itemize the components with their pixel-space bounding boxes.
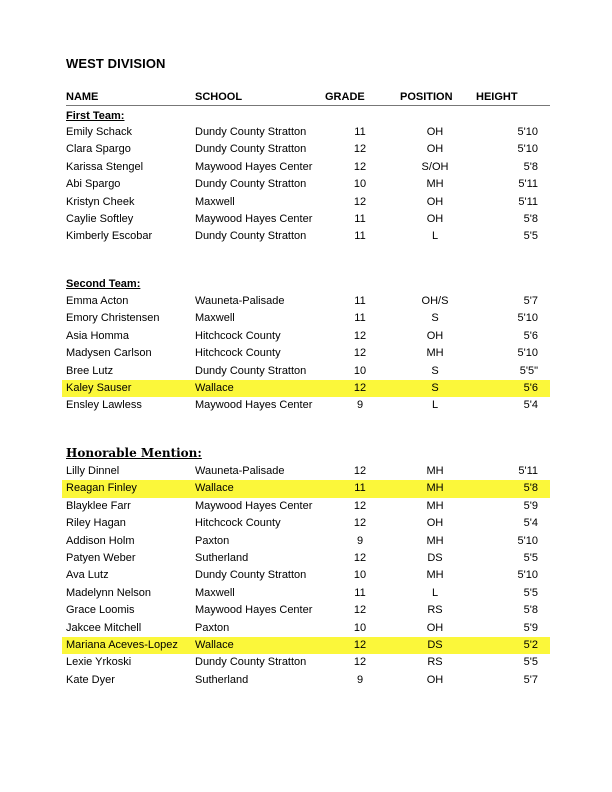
player-height: 5'5 — [523, 586, 538, 599]
player-height: 5'5 — [523, 552, 538, 564]
table-row-highlighted — [62, 480, 550, 497]
player-position: DS — [427, 639, 443, 651]
player-school: Dundy County Stratton — [195, 364, 307, 377]
player-school: Hitchcock County — [195, 517, 281, 530]
player-position: RS — [427, 604, 443, 617]
player-name: Patyen Weber — [66, 552, 136, 564]
player-height: 5'11 — [518, 465, 538, 477]
column-header-position: POSITION — [400, 91, 453, 103]
player-height: 5'10 — [517, 143, 538, 156]
player-name: Mariana Aceves-Lopez — [66, 639, 178, 651]
player-school: Dundy County Stratton — [195, 656, 307, 669]
player-grade: 10 — [353, 364, 367, 377]
player-school: Wallace — [195, 639, 234, 651]
player-grade: 10 — [353, 569, 367, 582]
player-height: 5'8 — [523, 213, 538, 225]
table-row — [62, 515, 550, 532]
player-position: OH — [426, 195, 444, 208]
player-grade: 12 — [353, 499, 367, 512]
player-school: Maywood Hayes Center — [195, 499, 313, 512]
player-position: MH — [426, 534, 444, 547]
table-row — [62, 363, 550, 380]
table-row — [62, 228, 550, 245]
player-school: Maxwell — [195, 195, 235, 208]
player-grade: 11 — [354, 295, 366, 307]
player-position: OH — [426, 621, 444, 634]
player-position: MH — [426, 482, 444, 495]
player-name: Emory Christensen — [66, 312, 160, 325]
player-grade: 12 — [353, 656, 367, 669]
table-row — [62, 620, 550, 637]
player-school: Maywood Hayes Center — [195, 604, 313, 617]
player-height: 5'4 — [523, 517, 538, 530]
player-name: Kimberly Escobar — [66, 230, 153, 243]
table-row — [62, 550, 550, 567]
player-school: Wallace — [195, 482, 234, 495]
player-position: MH — [426, 465, 444, 477]
section-title: First Team: — [66, 110, 125, 122]
player-position: S — [431, 312, 439, 325]
player-position: OH — [426, 673, 444, 686]
player-name: Grace Loomis — [66, 604, 135, 617]
player-school: Dundy County Stratton — [195, 569, 307, 582]
column-header-name: NAME — [66, 91, 99, 103]
table-row — [62, 141, 550, 158]
player-name: Lexie Yrkoski — [66, 656, 132, 669]
player-height: 5'6 — [523, 329, 538, 342]
player-grade: 12 — [353, 604, 367, 617]
player-name: Ava Lutz — [66, 569, 109, 582]
player-name: Lilly Dinnel — [66, 465, 120, 477]
player-grade: 11 — [354, 126, 366, 138]
player-name: Kaley Sauser — [66, 382, 132, 394]
player-school: Maxwell — [195, 312, 235, 325]
table-row — [62, 310, 550, 327]
player-name: Jakcee Mitchell — [66, 621, 142, 634]
table-row — [62, 211, 550, 228]
player-height: 5'4 — [523, 399, 538, 412]
player-height: 5'2 — [523, 639, 538, 651]
table-row — [62, 176, 550, 193]
player-name: Blayklee Farr — [66, 499, 131, 512]
player-school: Hitchcock County — [195, 329, 281, 342]
player-grade: 11 — [354, 230, 366, 243]
table-row — [62, 567, 550, 584]
player-position: MH — [426, 178, 444, 191]
player-position: S/OH — [421, 160, 449, 173]
table-row — [62, 602, 550, 619]
section-title: Honorable Mention: — [66, 446, 202, 460]
player-grade: 12 — [353, 517, 367, 530]
player-grade: 9 — [356, 673, 364, 686]
player-height: 5'8 — [523, 482, 538, 495]
player-height: 5'10 — [517, 312, 538, 325]
player-height: 5'9 — [523, 499, 538, 512]
table-row-highlighted — [62, 637, 550, 654]
player-name: Bree Lutz — [66, 364, 114, 377]
player-position: DS — [427, 552, 443, 564]
player-height: 5'8 — [523, 604, 538, 617]
player-school: Maywood Hayes Center — [195, 213, 313, 225]
player-grade: 10 — [353, 621, 367, 634]
player-name: Madelynn Nelson — [66, 586, 151, 599]
player-grade: 9 — [356, 399, 364, 412]
player-height: 5'7 — [523, 673, 538, 686]
player-position: MH — [426, 569, 444, 582]
player-grade: 12 — [353, 465, 367, 477]
table-row — [62, 533, 550, 550]
player-position: OH — [426, 143, 444, 156]
player-school: Wauneta-Palisade — [195, 465, 285, 477]
player-school: Hitchcock County — [195, 347, 281, 360]
player-grade: 12 — [353, 347, 367, 360]
player-grade: 11 — [354, 312, 366, 325]
player-grade: 11 — [354, 213, 366, 225]
player-position: OH — [426, 329, 444, 342]
player-height: 5'11 — [518, 178, 538, 191]
player-school: Wauneta-Palisade — [195, 295, 285, 307]
table-header — [66, 91, 550, 106]
player-grade: 11 — [354, 482, 366, 495]
player-grade: 12 — [353, 329, 367, 342]
player-position: MH — [426, 499, 444, 512]
player-position: L — [431, 230, 439, 243]
player-position: S — [431, 364, 439, 377]
player-name: Reagan Finley — [66, 482, 137, 495]
player-school: Dundy County Stratton — [195, 178, 307, 191]
player-school: Maywood Hayes Center — [195, 160, 313, 173]
player-grade: 12 — [353, 143, 367, 156]
table-row — [62, 498, 550, 515]
table-row — [62, 397, 550, 414]
table-row — [62, 345, 550, 362]
player-school: Dundy County Stratton — [195, 126, 307, 138]
table-row — [62, 124, 550, 141]
player-school: Wallace — [195, 382, 234, 394]
player-position: L — [431, 586, 439, 599]
player-grade: 10 — [353, 178, 367, 191]
player-height: 5'5 — [523, 230, 538, 243]
player-name: Riley Hagan — [66, 517, 126, 530]
player-school: Sutherland — [195, 552, 249, 564]
player-name: Ensley Lawless — [66, 399, 142, 412]
player-name: Madysen Carlson — [66, 347, 152, 360]
player-name: Clara Spargo — [66, 143, 131, 156]
column-header-grade: GRADE — [325, 91, 365, 103]
player-height: 5'10 — [517, 569, 538, 582]
table-row — [62, 672, 550, 689]
player-school: Dundy County Stratton — [195, 143, 307, 156]
table-row — [62, 585, 550, 602]
player-position: MH — [426, 347, 444, 360]
player-name: Kristyn Cheek — [66, 195, 135, 208]
player-grade: 12 — [353, 160, 367, 173]
player-school: Paxton — [195, 621, 230, 634]
player-school: Maxwell — [195, 586, 235, 599]
player-grade: 12 — [353, 195, 367, 208]
table-row — [62, 328, 550, 345]
player-height: 5'9 — [523, 621, 538, 634]
player-name: Karissa Stengel — [66, 160, 144, 173]
player-height: 5'11 — [518, 195, 538, 208]
player-name: Addison Holm — [66, 534, 135, 547]
table-row — [62, 654, 550, 671]
player-school: Paxton — [195, 534, 230, 547]
player-grade: 12 — [353, 382, 367, 394]
table-row-highlighted — [62, 380, 550, 397]
page-title: WEST DIVISION — [66, 56, 166, 71]
player-height: 5'5" — [519, 364, 538, 377]
player-height: 5'10 — [517, 126, 538, 138]
player-grade: 9 — [356, 534, 364, 547]
player-grade: 11 — [354, 586, 366, 599]
player-height: 5'6 — [523, 382, 538, 394]
player-height: 5'7 — [523, 295, 538, 307]
table-row — [62, 194, 550, 211]
player-school: Maywood Hayes Center — [195, 399, 313, 412]
player-name: Abi Spargo — [66, 178, 121, 191]
player-school: Sutherland — [195, 673, 249, 686]
player-position: L — [431, 399, 439, 412]
player-grade: 12 — [353, 552, 367, 564]
player-school: Dundy County Stratton — [195, 230, 307, 243]
player-height: 5'8 — [523, 160, 538, 173]
column-header-school: SCHOOL — [195, 91, 243, 103]
player-name: Emily Schack — [66, 126, 133, 138]
player-height: 5'10 — [517, 347, 538, 360]
player-height: 5'5 — [523, 656, 538, 669]
table-row — [62, 463, 550, 480]
player-position: OH/S — [421, 295, 449, 307]
player-position: OH — [426, 126, 444, 138]
player-position: OH — [426, 517, 444, 530]
player-name: Kate Dyer — [66, 673, 115, 686]
player-position: RS — [427, 656, 443, 669]
column-header-height: HEIGHT — [476, 91, 518, 103]
player-position: OH — [426, 213, 444, 225]
table-row — [62, 159, 550, 176]
section-title: Second Team: — [66, 278, 141, 290]
player-grade: 12 — [353, 639, 367, 651]
player-name: Emma Acton — [66, 295, 129, 307]
table-row — [62, 293, 550, 310]
player-name: Caylie Softley — [66, 213, 134, 225]
player-position: S — [431, 382, 439, 394]
player-name: Asia Homma — [66, 329, 129, 342]
player-height: 5'10 — [517, 534, 538, 547]
